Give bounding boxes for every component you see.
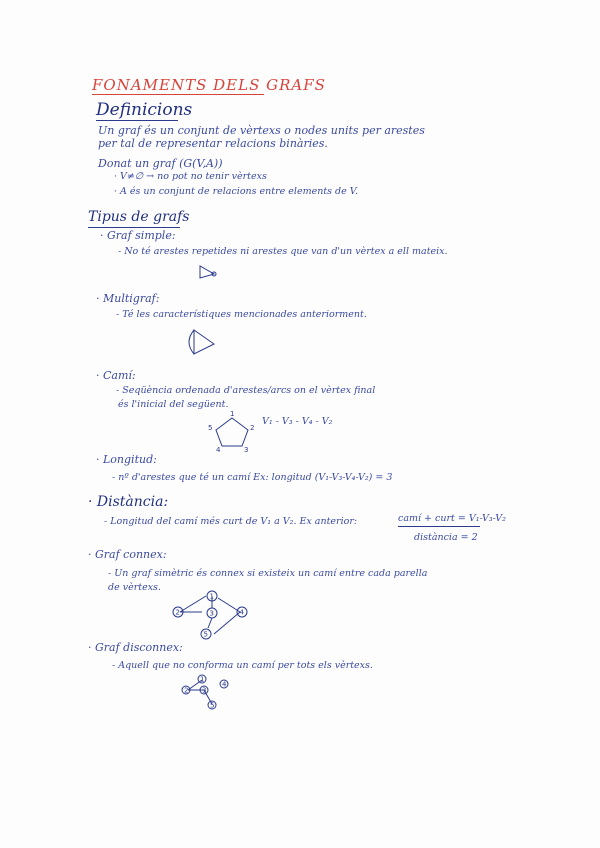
- cami-node-label: 2: [250, 424, 255, 432]
- distancia-title: · Distància:: [88, 494, 169, 510]
- disconnex-node-label: 5: [210, 701, 215, 710]
- simple-graph-diagram: [196, 262, 220, 282]
- longitud-desc: - nº d'arestes que té un camí Ex: longitud (V₁-V₃-V₄-V₂) = 3: [112, 472, 393, 483]
- simple-desc: - No té arestes repetides ni arestes que van d'un vèrtex a ell mateix.: [118, 246, 448, 257]
- disconnex-node-label: 2: [184, 686, 189, 695]
- connex-node-label: 1: [209, 592, 214, 601]
- disconnex-graph-diagram: [178, 674, 238, 710]
- definitions-heading: Definicions: [96, 100, 193, 120]
- cami-graph-diagram: [208, 412, 258, 452]
- cami-node-label: 5: [208, 424, 213, 432]
- connex-node-label: 3: [209, 609, 214, 618]
- definition-line-1: Un graf és un conjunt de vèrtexs o nodes units per arestes: [98, 124, 425, 137]
- definition-line-5: · A és un conjunt de relacions entre elements de V.: [114, 186, 358, 197]
- connex-desc-2: de vèrtexs.: [108, 582, 161, 593]
- distancia-example-value: distància = 2: [414, 532, 478, 543]
- connex-node-label: 2: [175, 608, 180, 617]
- disconnex-title: · Graf disconnex:: [88, 641, 183, 654]
- connex-desc-1: - Un graf simètric és connex si existeix un camí entre cada parella: [108, 568, 428, 579]
- connex-graph-diagram: [172, 590, 248, 642]
- longitud-title: · Longitud:: [96, 453, 157, 466]
- multigraph-title: · Multigraf:: [96, 292, 160, 305]
- title-underline: [92, 94, 264, 95]
- cami-node-label: 4: [216, 446, 221, 454]
- definition-line-3: Donat un graf (G(V,A)): [98, 157, 223, 170]
- definitions-underline: [96, 120, 178, 121]
- page-title: FONAMENTS DELS GRAFS: [92, 76, 326, 94]
- types-heading: Tipus de grafs: [88, 209, 190, 225]
- simple-title: · Graf simple:: [100, 229, 176, 242]
- disconnex-node-label: 3: [202, 686, 207, 695]
- cami-node-label: 1: [230, 410, 235, 418]
- distancia-example-underline: [398, 526, 480, 527]
- definition-line-4: · V≠∅ → no pot no tenir vèrtexs: [114, 171, 267, 182]
- cami-title: · Camí:: [96, 369, 136, 382]
- cami-desc-1: - Seqüència ordenada d'arestes/arcs on el vèrtex final: [116, 385, 376, 396]
- definition-line-2: per tal de representar relacions binàries.: [98, 137, 328, 150]
- multigraph-diagram: [186, 326, 222, 358]
- distancia-example-path: camí + curt = V₁-V₃-V₂: [398, 513, 506, 524]
- disconnex-node-label: 1: [200, 675, 205, 684]
- cami-node-label: 3: [244, 446, 249, 454]
- cami-desc-2: és l'inicial del següent.: [118, 399, 229, 410]
- multigraph-desc: - Té les característiques mencionades anteriorment.: [116, 309, 367, 320]
- distancia-desc: - Longitud del camí més curt de V₁ a V₂. Ex anterior:: [104, 516, 358, 527]
- connex-node-label: 5: [203, 630, 208, 639]
- disconnex-desc: - Aquell que no conforma un camí per tots els vèrtexs.: [112, 660, 373, 671]
- connex-node-label: 4: [239, 608, 244, 617]
- cami-path: V₁ - V₃ - V₄ - V₂: [262, 416, 333, 427]
- disconnex-node-label: 4: [222, 680, 227, 689]
- connex-title: · Graf connex:: [88, 548, 167, 561]
- types-underline: [88, 227, 180, 228]
